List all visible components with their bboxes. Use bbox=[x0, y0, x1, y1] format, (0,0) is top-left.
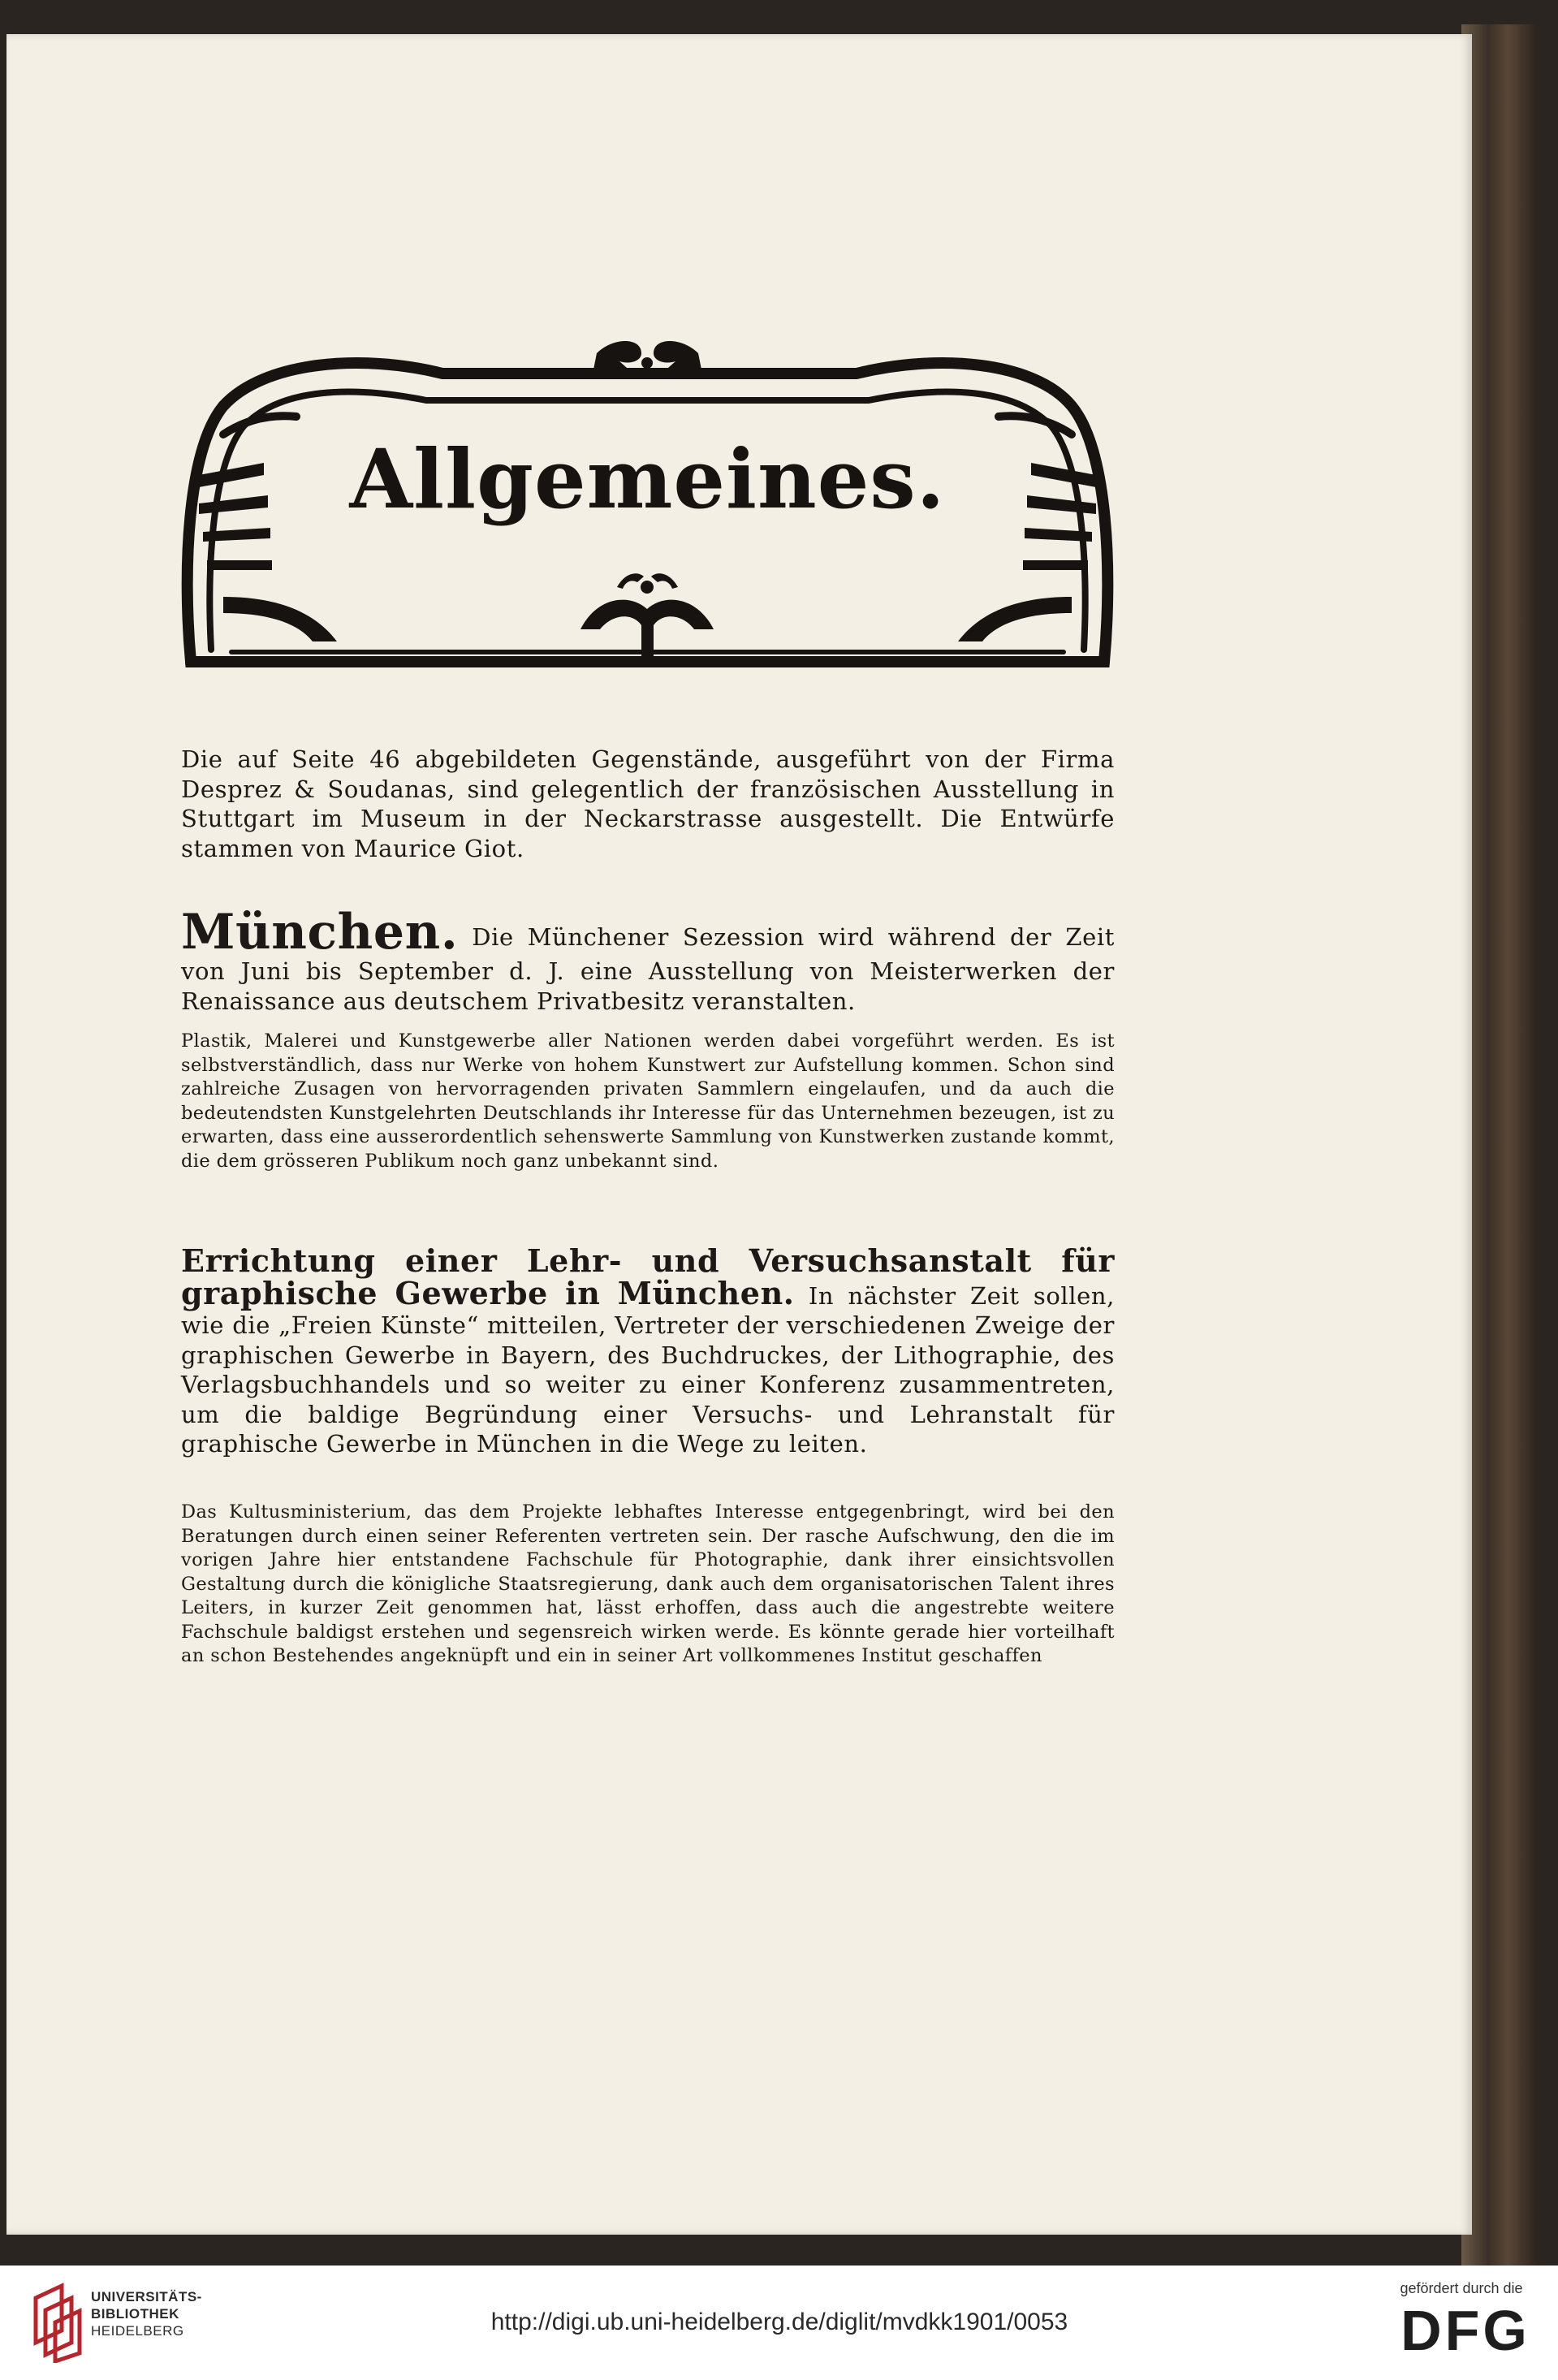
university-library-logo-icon bbox=[29, 2282, 84, 2363]
paragraph-exhibition-details: Plastik, Malerei und Kunstgewerbe aller Nationen werden dabei vorgeführt werden. Es ist selbstverständlich, dass nur Werke von hohem Kunstwert zur Aufstellung kommen. Schon sind zahlreiche Zusagen von hervorragenden privaten Sammlern eingelaufen, und da auch die bedeutendsten Kunstgelehrten Deutschlands ihr Interesse für das Unternehmen bezeugen, ist zu erwarten, dass eine ausserordentlich sehenswerte Sammlung von Kunstwerken zustande kommt, die dem grösseren Publikum noch ganz unbekannt sind. bbox=[181, 1030, 1115, 1172]
permalink-url[interactable]: http://digi.ub.uni-heidelberg.de/diglit/mvdkk1901/0053 bbox=[490, 2309, 1068, 2335]
section-title: Allgemeines. bbox=[349, 431, 946, 527]
book-edge bbox=[1461, 24, 1539, 2266]
heading-graphic-school: Errichtung einer Lehr- und Versuchsanstalt für graphische Gewerbe in München. bbox=[181, 1242, 1115, 1311]
paragraph-ministry: Das Kultusministerium, das dem Projekte lebhaftes Interesse entgegenbringt, wird bei den Beratungen durch einen seiner Referenten vertreten sein. Der rasche Aufschwung, den die im vorigen Jahre hier entstandene Fachschule für Photographie, dank ihrer einsichtsvollen Gestaltung durch die königliche Staatsregierung, dank auch dem organisatorischen Talent ihres Leiters, in kurzer Zeit genommen hat, lässt erhoffen, dass auch die angestrebte weitere Fachschule baldigst erstehen und segensreich wirken werde. Es könnte gerade hier vorteilhaft an schon Bestehendes angeknüpft und ein in seiner Art vollkommenes Institut geschaffen bbox=[181, 1501, 1115, 1666]
heading-muenchen: München. bbox=[181, 904, 459, 961]
funded-by-label: gefördert durch die bbox=[1400, 2280, 1523, 2296]
library-name-line1: UNIVERSITÄTS- bbox=[91, 2289, 202, 2304]
library-name-line2: BIBLIOTHEK bbox=[91, 2306, 179, 2322]
paragraph-graphic-school-text: In nächster Zeit sollen, wie die „Freien Künste“ mitteilen, Vertreter der verschiedenen Zweige der graphischen Gewerbe in Bayern, des Buchdruckes, der Lithographie, des Verlagsbuchhandels und so weiter zu einer Konferenz zusammentreten, um die baldige Begründung einer Versuchs- und Lehranstalt für graphische Gewerbe in München in die Wege zu leiten. bbox=[181, 1281, 1115, 1458]
paragraph-graphic-school bbox=[181, 1242, 1115, 1459]
library-name-line3: HEIDELBERG bbox=[91, 2323, 184, 2339]
dfg-logo: DFG bbox=[1400, 2299, 1530, 2362]
paragraph-munich-secession-text: Die Münchener Sezession wird während der Zeit von Juni bis September d. J. eine Ausstellung von Meisterwerken der Renaissance aus deutschem Privatbesitz veranstalten. bbox=[181, 923, 1115, 1015]
library-name bbox=[91, 2288, 202, 2339]
paragraph-exhibition-stuttgart: Die auf Seite 46 abgebildeten Gegenstände, ausgeführt von der Firma Desprez & Soudanas, sind gelegentlich der französischen Ausstellung in Stuttgart im Museum in der Neckarstrasse ausgestellt. Die Entwürfe stammen von Maurice Giot. bbox=[181, 745, 1115, 862]
paragraph-munich-secession bbox=[181, 904, 1115, 1016]
